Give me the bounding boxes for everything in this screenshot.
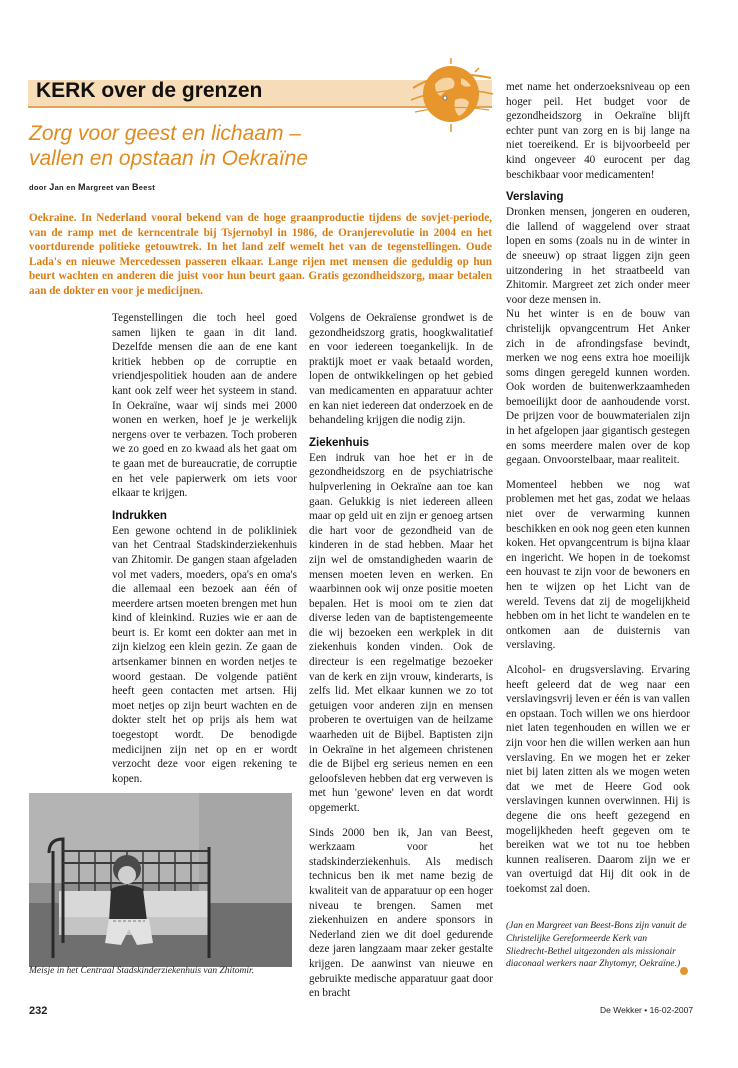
byline: door Jan en Margreet van Beest (29, 182, 156, 192)
issue-info: De Wekker • 16-02-2007 (600, 1005, 694, 1015)
paragraph: met name het onderzoeksniveau op een hoger peil. Het budget voor de gezondheidszorg in Oekraïne blijft echter punt van zorg en is bij lange na niet toereikend. Er is bijvoorbeeld per kind ongeveer 40 eurocent per dag beschikbaar voor medicamenten! (506, 81, 690, 181)
page-number: 232 (29, 1005, 48, 1017)
paragraph: Dronken mensen, jongeren en ouderen, die lallend of waggelend over straat lopen en soms (zoals nu in de winter in de sneeuw) op straat liggen zijn geen uitzondering in het straatbeeld van Zhitomir. Margreet zet zich onder meer voor deze mensen in. (506, 206, 690, 306)
section-title: KERK over de grenzen (36, 79, 263, 102)
paragraph: Alcohol- en drugsverslaving. Ervaring heeft geleerd dat de weg naar een verslavingsvrij leven er één is van vallen en opstaan. Toch willen we ons hierdoor niet laten tegenhouden en willen we er zijn voor hen die willen werken aan hun verslaving. En we mogen het er zeker niet bij laten zitten als we mogen weten dat we met de Heere God ook verslavingen kunnen overwinnen. Hij is degene die ons heeft gezegend en mogelijkheden heeft gegeven om te bereiken wat we tot nu toe hebben kunnen realiseren. Daarom zijn we er van overtuigd dat Hij dit ook in de toekomst zal doen. (506, 663, 690, 895)
column-1 (112, 311, 297, 786)
paragraph: Een gewone ochtend in de polikliniek van het Centraal Stadskinderziekenhuis van Zhitomir. De gangen staan afgeladen vol met vaders, moeders, opa's en oma's die allemaal een bezoek aan één of meerdere artsen moeten brengen met hun kind of kleinkind. Ruzies wie er aan de beurt is. Er komt een dokter aan met in zijn kielzog een klein gezin. Ze gaan de artsenkamer binnen en worden netjes te woord gestaan. De volgende patiënt heeft geen contacten met artsen. Hij moet netjes op zijn beurt wachten en de dokter stelt het op prijs als hem wat toegestopt wordt. De benodigde medicijnen zijn net op en er wordt verzocht deze voor eigen rekening te kopen. (112, 524, 297, 785)
paragraph: Een indruk van hoe het er in de gezondheidszorg en de psychiatrische hulpverlening in Oekraïne aan toe kan gaan. Gelukkig is niet iedereen alleen maar op geld uit en zijn er genoeg artsen die hart voor de gezondheid van de kinderen in de stad hebben. Maar het zijn wel de omstandigheden waarin de mensen moeten leven en werken. En waarbinnen ook wij onze positie moeten bepalen. Het is mooi om te zien dat diverse leden van de baptistengemeente die wij bezoeken een werkplek in dit ziekenhuis konden vinden. Ook de directeur is een regelmatige bezoeker van de kerk en zijn vrouw, kinderarts, is zelfs lid. Met elkaar kunnen we zo tot getuigen voor anderen zijn en mensen proberen te overtuigen van de heilzame waarheden uit de Bijbel. Baptisten zijn in Oekraïne in het algemeen christenen die de Bijbel erg serieus nemen en een geloofsleven hebben dat erg verweven is met hun 'gewone' leven en dat wordt opgemerkt. (309, 451, 493, 814)
subheading-ziekenhuis: Ziekenhuis (309, 436, 370, 449)
subheading-verslaving: Verslaving (506, 191, 564, 204)
hospital-photo (29, 793, 292, 967)
paragraph: Nu het winter is en de bouw van christelijk opvangcentrum Het Anker zich in de afrondingsfase bevindt, merken we nog eens extra hoe moeilijk soms dingen geregeld kunnen worden. Ook worden de buitenwerkzaamheden bemoeilijkt door de aanhoudende vorst. De prijzen voor de bouwmaterialen zijn in het afgelopen jaar gigantisch gestegen en soms meerdere malen over de kop gegaan. Onvoorstelbaar, maar realiteit. (506, 308, 690, 467)
article-title-line-1: Zorg voor geest en lichaam – (29, 122, 301, 145)
column-3 (506, 80, 690, 896)
author-note: (Jan en Margreet van Beest-Bons zijn vanuit de Christelijke Gereformeerde Kerk van Sliedrecht-Bethel uitgezonden als missionair diaconaal werkers naar Zhytomyr, Oekraïne.) (506, 921, 687, 970)
paragraph: Tegenstellingen die toch heel goed samen lijken te gaan in dit land. Dezelfde mensen die aan de ene kant kritiek hebben op de corruptie en vriendjespolitiek houden aan de andere kant ook zelf weer het systeem in stand. In Oekraïne, waar wij sinds mei 2000 wonen en werken, hoef je je werkelijk nergens over te verbazen. Toch proberen we zo goed en zo kwaad als het gaat om te gaan met de bureaucratie, de corruptie en het vele papierwerk om iets voor elkaar te krijgen. (112, 312, 297, 500)
globe-logo-icon (405, 48, 497, 140)
subheading-indrukken: Indrukken (112, 509, 167, 522)
column-2 (309, 311, 493, 1001)
article-intro: Oekraïne. In Nederland vooral bekend van de hoge graanproductie tijdens de sovjet-periode, van de ramp met de kerncentrale bij Tsjernobyl in 1986, de Oranjerevolutie in 2004 en het voortdurende politieke getouwtrek. In het land zelf wemelt het van de tegenstellingen. Oude Lada's en nieuwe Mercedessen passeren elkaar. Lange rijen met mensen die geduldig op hun beurt wachten en anderen die juist voor hun beurt gaan. Gratis gezondheidszorg, maar betalen aan de dokter en voor je medicijnen. (29, 212, 492, 297)
paragraph: Momenteel hebben we nog wat problemen met het gas, zodat we helaas niet over de verwarming kunnen beschikken en ook nog geen eten kunnen koken. Het opvangcentrum is bijna klaar en ingericht. We hopen in de toekomst een houvast te zijn voor de bewoners en hen te wijzen op het Licht van de wereld. Tevens dat zij de mogelijkheid hebben om in het licht te wandelen en te ontkomen aan de duisternis van verslaving. (506, 478, 690, 652)
paragraph: Sinds 2000 ben ik, Jan van Beest, werkzaam voor het stadskinderziekenhuis. Als medisch technicus ben ik met name bezig de kwaliteit van de apparatuur op een hoger niveau te brengen. Samen met ziekenhuizen en andere sponsors in Nederland zien we dit doel gedurende deze jaren langzaam maar zeker gestalte krijgen. De aanwinst van nieuwe en gebruikte medische apparatuur gaat door en bracht (309, 826, 493, 1000)
article-title-line-2: vallen en opstaan in Oekraïne (29, 147, 309, 170)
paragraph: Volgens de Oekraïense grondwet is de gezondheidszorg gratis, hoogkwalitatief en voor iedereen toegankelijk. In de praktijk moet er vaak betaald worden, lopen de ontwikkelingen op het gebied van medicamenten en apparatuur achter en kan niet iedereen dat onderzoek en de behandeling krijgen die nodig zijn. (309, 312, 493, 427)
end-mark-icon (680, 967, 688, 975)
photo-caption: Meisje in het Centraal Stadskinderziekenhuis van Zhitomir. (29, 966, 255, 976)
